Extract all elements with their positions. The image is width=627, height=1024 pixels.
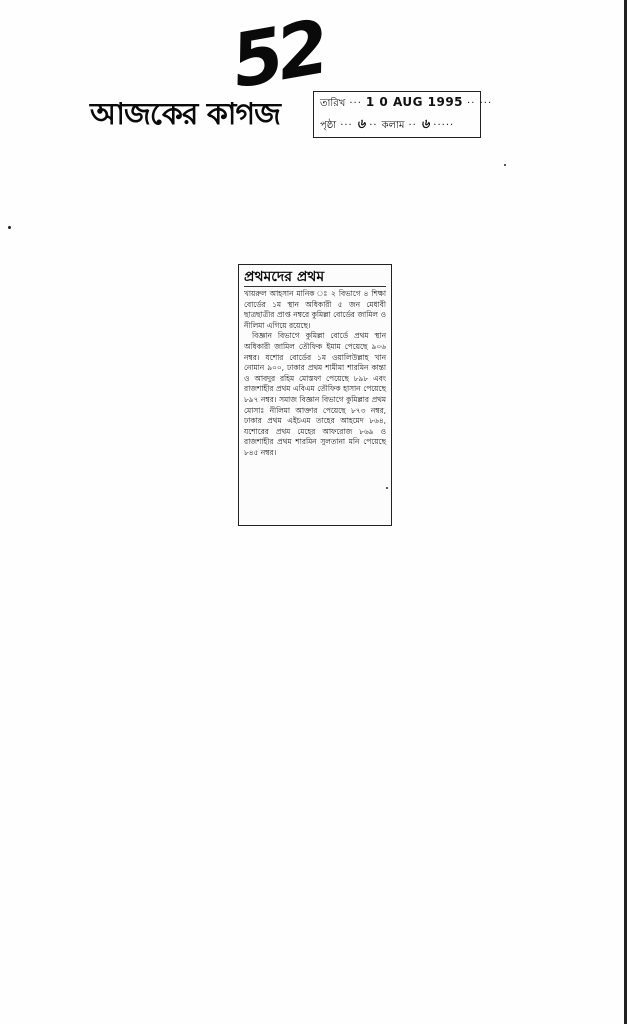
clipping-body xyxy=(244,289,386,459)
clipping-paragraph: খায়রুল আহসান মানিক ঃ ২ বিভাগে ৪ শিক্ষা বোর্ডের ১ম স্থান অধিকারী ৫ জন মেধাবী ছাত্রছাত্রীর প্রাপ্ত নম্বরে কুমিল্লা বোর্ডের জামিল ও নীলিমা এগিয়ে রয়েছে। xyxy=(244,289,386,330)
handwritten-number: 52 xyxy=(225,4,330,106)
stamp-date-label: তারিখ xyxy=(320,98,346,109)
date-stamp xyxy=(313,91,493,138)
stamp-page-row xyxy=(320,115,474,135)
stamp-page-value: ৬ xyxy=(356,117,366,132)
stamp-date-row xyxy=(320,95,493,115)
stamp-dots: ····· xyxy=(433,120,455,131)
stamp-dots: ·· ··· xyxy=(467,98,493,109)
scan-speck xyxy=(504,164,506,166)
clipping-headline: প্রথমদের প্রথম xyxy=(244,268,386,287)
newspaper-clipping xyxy=(238,264,392,526)
scan-speck xyxy=(8,226,11,229)
stamp-dots: ··· xyxy=(340,120,353,131)
stamp-dots: ·· xyxy=(408,120,417,131)
stamp-column-value: ৬ xyxy=(420,117,430,132)
stamp-date-value: 1 0 AUG 1995 xyxy=(365,95,464,109)
clipping-paragraph: বিজ্ঞান বিভাগে কুমিল্লা বোর্ডে প্রথম স্থান অধিকারী জামিল তৌফিক ইমাম পেয়েছে ৯০৬ নম্বর। যশোর বোর্ডের ১ম ওয়ালিউল্লাহ খান নোমান ৯০০, ঢাকার প্রথম শামীমা শারমিন কান্তা ও আবদুর রহিম মোস্তফা পেয়েছে ৮৯৮ এবং রাজশাহীর প্রথম এবিএম তৌফিক হাসান পেয়েছে ৮৯৭ নম্বর। সমাজ বিজ্ঞান বিভাগে কুমিল্লার প্রথম মোসাঃ নীলিমা আক্তার পেয়েছে ৮৭৩ নম্বর, ঢাকার প্রথম এইচএম তাহের আহমেদ ৮৬৪, যশোরের প্রথম মেহের আফরোজ ৮৬৯ ও রাজশাহীর প্রথম শারমিন সুলতানা মনি পেয়েছে ৮৪৫ নম্বর। xyxy=(244,331,386,457)
stamp-page-label: পৃষ্ঠা xyxy=(320,120,337,131)
stamp-dots: ··· xyxy=(349,98,362,109)
newspaper-masthead: আজকের কাগজ xyxy=(90,97,281,132)
stamp-column-label: কলাম xyxy=(381,120,405,131)
stamp-dots: ·· xyxy=(369,120,378,131)
scan-speck xyxy=(386,487,388,489)
